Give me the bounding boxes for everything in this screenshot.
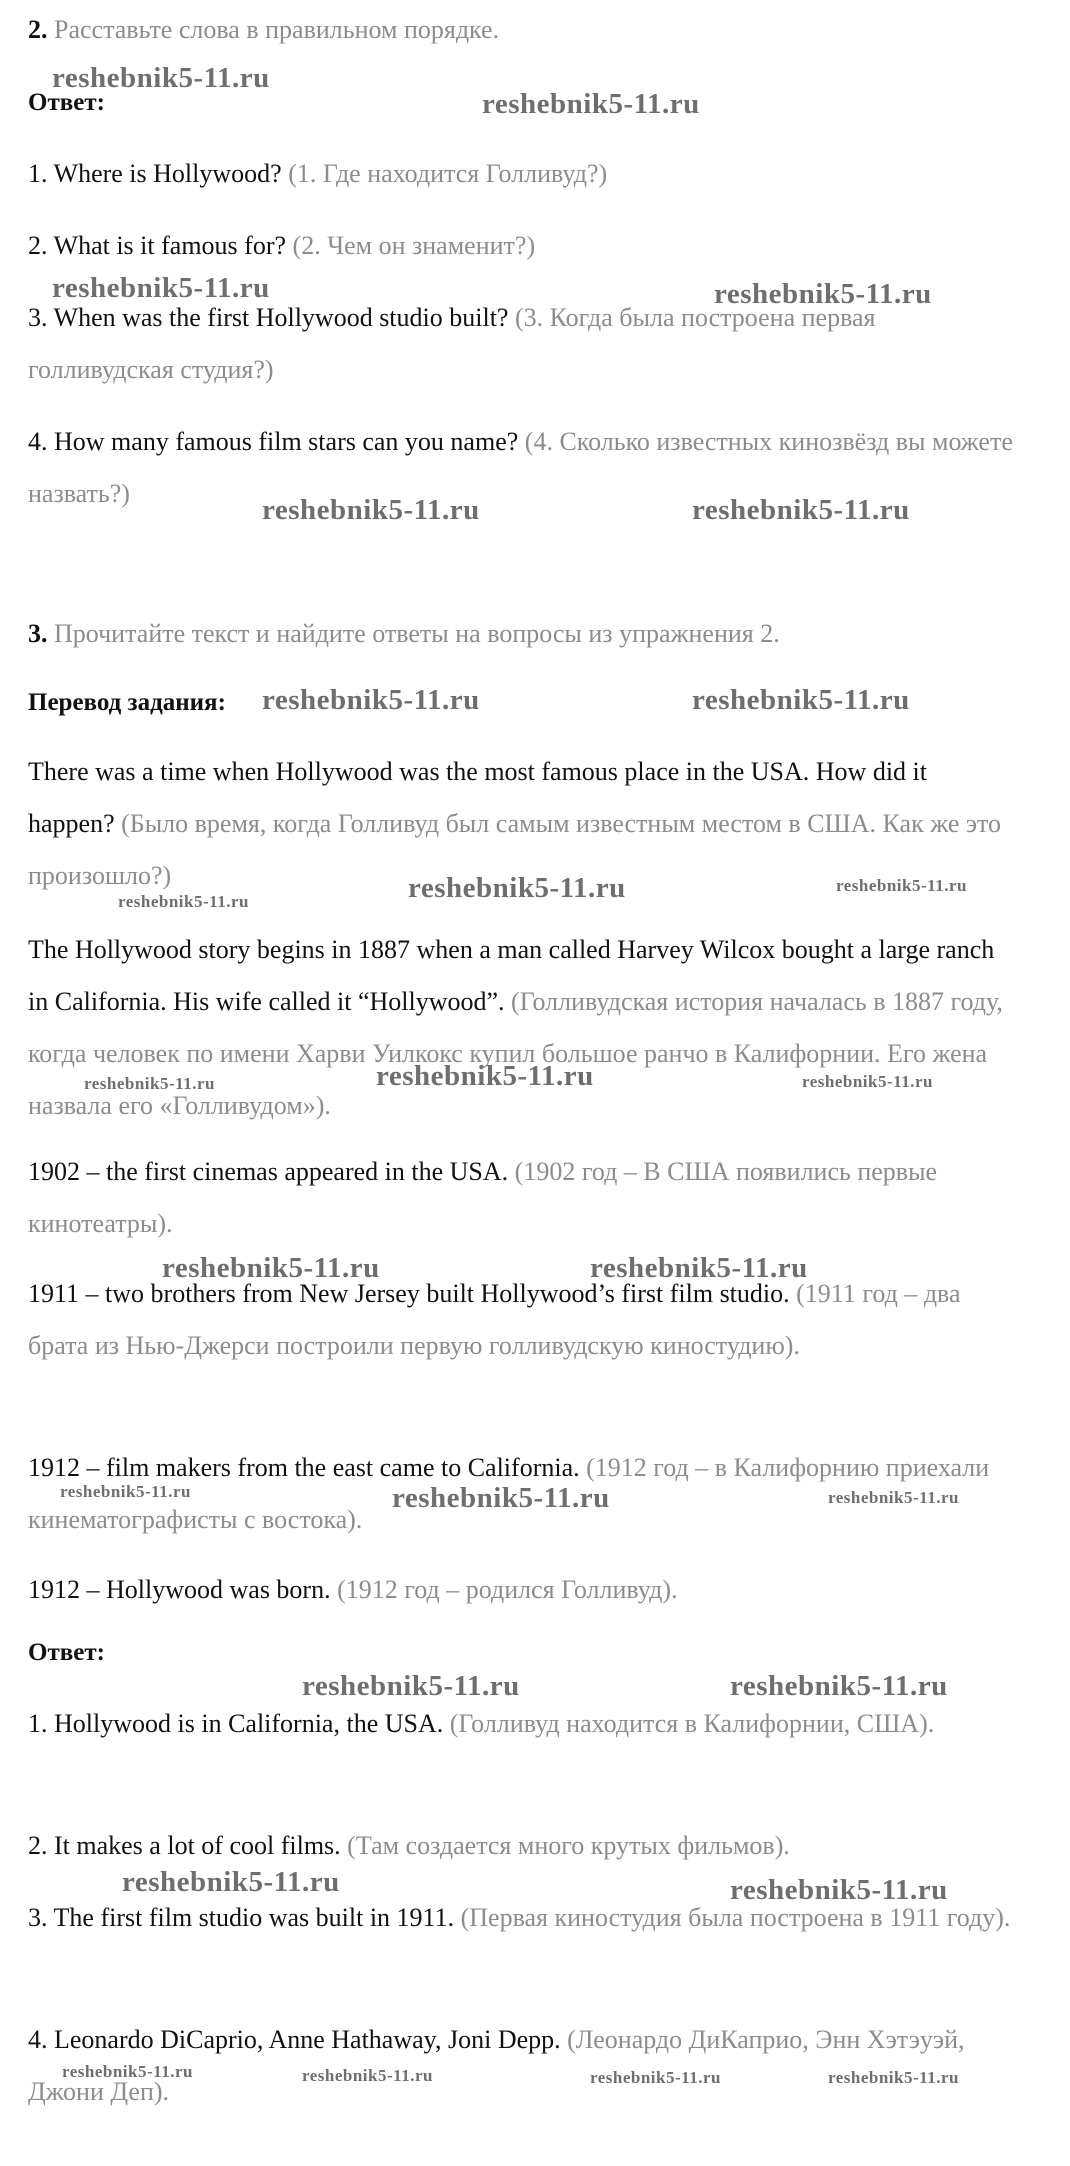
watermark: reshebnik5-11.ru bbox=[590, 1252, 808, 1284]
watermark: reshebnik5-11.ru bbox=[60, 1482, 191, 1501]
watermark: reshebnik5-11.ru bbox=[162, 1252, 380, 1284]
paragraph-ru: (1912 год – родился Голливуд). bbox=[337, 1575, 678, 1604]
watermark: reshebnik5-11.ru bbox=[692, 494, 910, 526]
answer-ru: (Голливуд находится в Калифорнии, США). bbox=[449, 1709, 935, 1738]
answer-en: 1. Hollywood is in California, the USA. bbox=[28, 1709, 444, 1738]
item-ru: (1. Где находится Голливуд?) bbox=[288, 159, 608, 188]
answer-ru: (Леонардо ДиКаприо, Энн Хэтэуэй, Джони Деп). bbox=[28, 2025, 965, 2106]
watermark: reshebnik5-11.ru bbox=[802, 1072, 933, 1091]
task2-item bbox=[28, 148, 1018, 200]
paragraph-en: The Hollywood story begins in 1887 when a man called Harvey Wilcox bought a large ranch in California. His wife called it “Hollywood”. bbox=[28, 935, 995, 1016]
item-ru: (4. Сколько известных кинозвёзд вы можете назвать?) bbox=[28, 427, 1013, 508]
watermark: reshebnik5-11.ru bbox=[302, 2066, 433, 2085]
task3-paragraph bbox=[28, 924, 1018, 1132]
watermark: reshebnik5-11.ru bbox=[482, 88, 700, 120]
task3-paragraph bbox=[28, 1564, 1018, 1616]
paragraph-ru: (1911 год – два брата из Нью-Джерси построили первую голливудскую киностудию). bbox=[28, 1279, 961, 1360]
watermark: reshebnik5-11.ru bbox=[302, 1670, 520, 1702]
task3-translation-label: Перевод задания: bbox=[28, 689, 226, 716]
watermark: reshebnik5-11.ru bbox=[118, 892, 249, 911]
answer-ru: (Первая киностудия была построена в 1911 году). bbox=[460, 1903, 1011, 1932]
task3-answer bbox=[28, 1698, 1018, 1750]
item-ru: (3. Когда была построена первая голливудская студия?) bbox=[28, 303, 876, 384]
watermark: reshebnik5-11.ru bbox=[692, 684, 910, 716]
watermark: reshebnik5-11.ru bbox=[376, 1060, 594, 1092]
watermark: reshebnik5-11.ru bbox=[408, 872, 626, 904]
watermark: reshebnik5-11.ru bbox=[714, 278, 932, 310]
watermark: reshebnik5-11.ru bbox=[730, 1874, 948, 1906]
paragraph-en: 1912 – Hollywood was born. bbox=[28, 1575, 331, 1604]
answer-en: 4. Leonardo DiCaprio, Anne Hathaway, Joni Depp. bbox=[28, 2025, 561, 2054]
task3-instruction: Прочитайте текст и найдите ответы на вопросы из упражнения 2. bbox=[54, 619, 780, 648]
paragraph-en: There was a time when Hollywood was the most famous place in the USA. How did it happen? bbox=[28, 757, 927, 838]
watermark: reshebnik5-11.ru bbox=[84, 1074, 215, 1093]
watermark: reshebnik5-11.ru bbox=[52, 62, 270, 94]
paragraph-en: 1902 – the first cinemas appeared in the USA. bbox=[28, 1157, 509, 1186]
task3-answer-label: Ответ: bbox=[28, 1639, 105, 1666]
paragraph-ru: (1912 год – в Калифорнию приехали кинематографисты с востока). bbox=[28, 1453, 990, 1534]
task2-number: 2. bbox=[28, 15, 48, 44]
answer-ru: (Там создается много крутых фильмов). bbox=[347, 1831, 790, 1860]
task3-answer bbox=[28, 1820, 1018, 1872]
answer-en: 3. The first film studio was built in 1911. bbox=[28, 1903, 455, 1932]
paragraph-ru: (Было время, когда Голливуд был самым известным местом в США. Как же это произошло?) bbox=[28, 809, 1002, 890]
watermark: reshebnik5-11.ru bbox=[62, 2062, 193, 2081]
item-ru: (2. Чем он знаменит?) bbox=[292, 231, 536, 260]
answer-en: 2. It makes a lot of cool films. bbox=[28, 1831, 341, 1860]
task3-header bbox=[28, 608, 1018, 660]
watermark: reshebnik5-11.ru bbox=[262, 684, 480, 716]
watermark: reshebnik5-11.ru bbox=[828, 1488, 959, 1507]
task3-number: 3. bbox=[28, 619, 48, 648]
item-en: 1. Where is Hollywood? bbox=[28, 159, 282, 188]
task2-item bbox=[28, 220, 1018, 272]
item-en: 2. What is it famous for? bbox=[28, 231, 287, 260]
watermark: reshebnik5-11.ru bbox=[392, 1482, 610, 1514]
task2-instruction: Расставьте слова в правильном порядке. bbox=[54, 15, 500, 44]
task2-answer-label: Ответ: bbox=[28, 89, 105, 116]
watermark: reshebnik5-11.ru bbox=[730, 1670, 948, 1702]
paragraph-ru: (Голливудская история началась в 1887 году, когда человек по имени Харви Уилкокс купил большое ранчо в Калифорнии. Его жена назвала его «Голливудом»). bbox=[28, 987, 1003, 1120]
item-en: 3. When was the first Hollywood studio built? bbox=[28, 303, 509, 332]
watermark: reshebnik5-11.ru bbox=[836, 876, 967, 895]
watermark: reshebnik5-11.ru bbox=[52, 272, 270, 304]
watermark: reshebnik5-11.ru bbox=[262, 494, 480, 526]
watermark: reshebnik5-11.ru bbox=[590, 2068, 721, 2087]
paragraph-en: 1911 – two brothers from New Jersey built Hollywood’s first film studio. bbox=[28, 1279, 790, 1308]
item-en: 4. How many famous film stars can you name? bbox=[28, 427, 519, 456]
watermark: reshebnik5-11.ru bbox=[828, 2068, 959, 2087]
task3-paragraph bbox=[28, 1146, 1018, 1250]
paragraph-en: 1912 – film makers from the east came to California. bbox=[28, 1453, 580, 1482]
paragraph-ru: (1902 год – В США появились первые кинотеатры). bbox=[28, 1157, 938, 1238]
task2-header bbox=[28, 4, 1018, 56]
watermark: reshebnik5-11.ru bbox=[122, 1866, 340, 1898]
